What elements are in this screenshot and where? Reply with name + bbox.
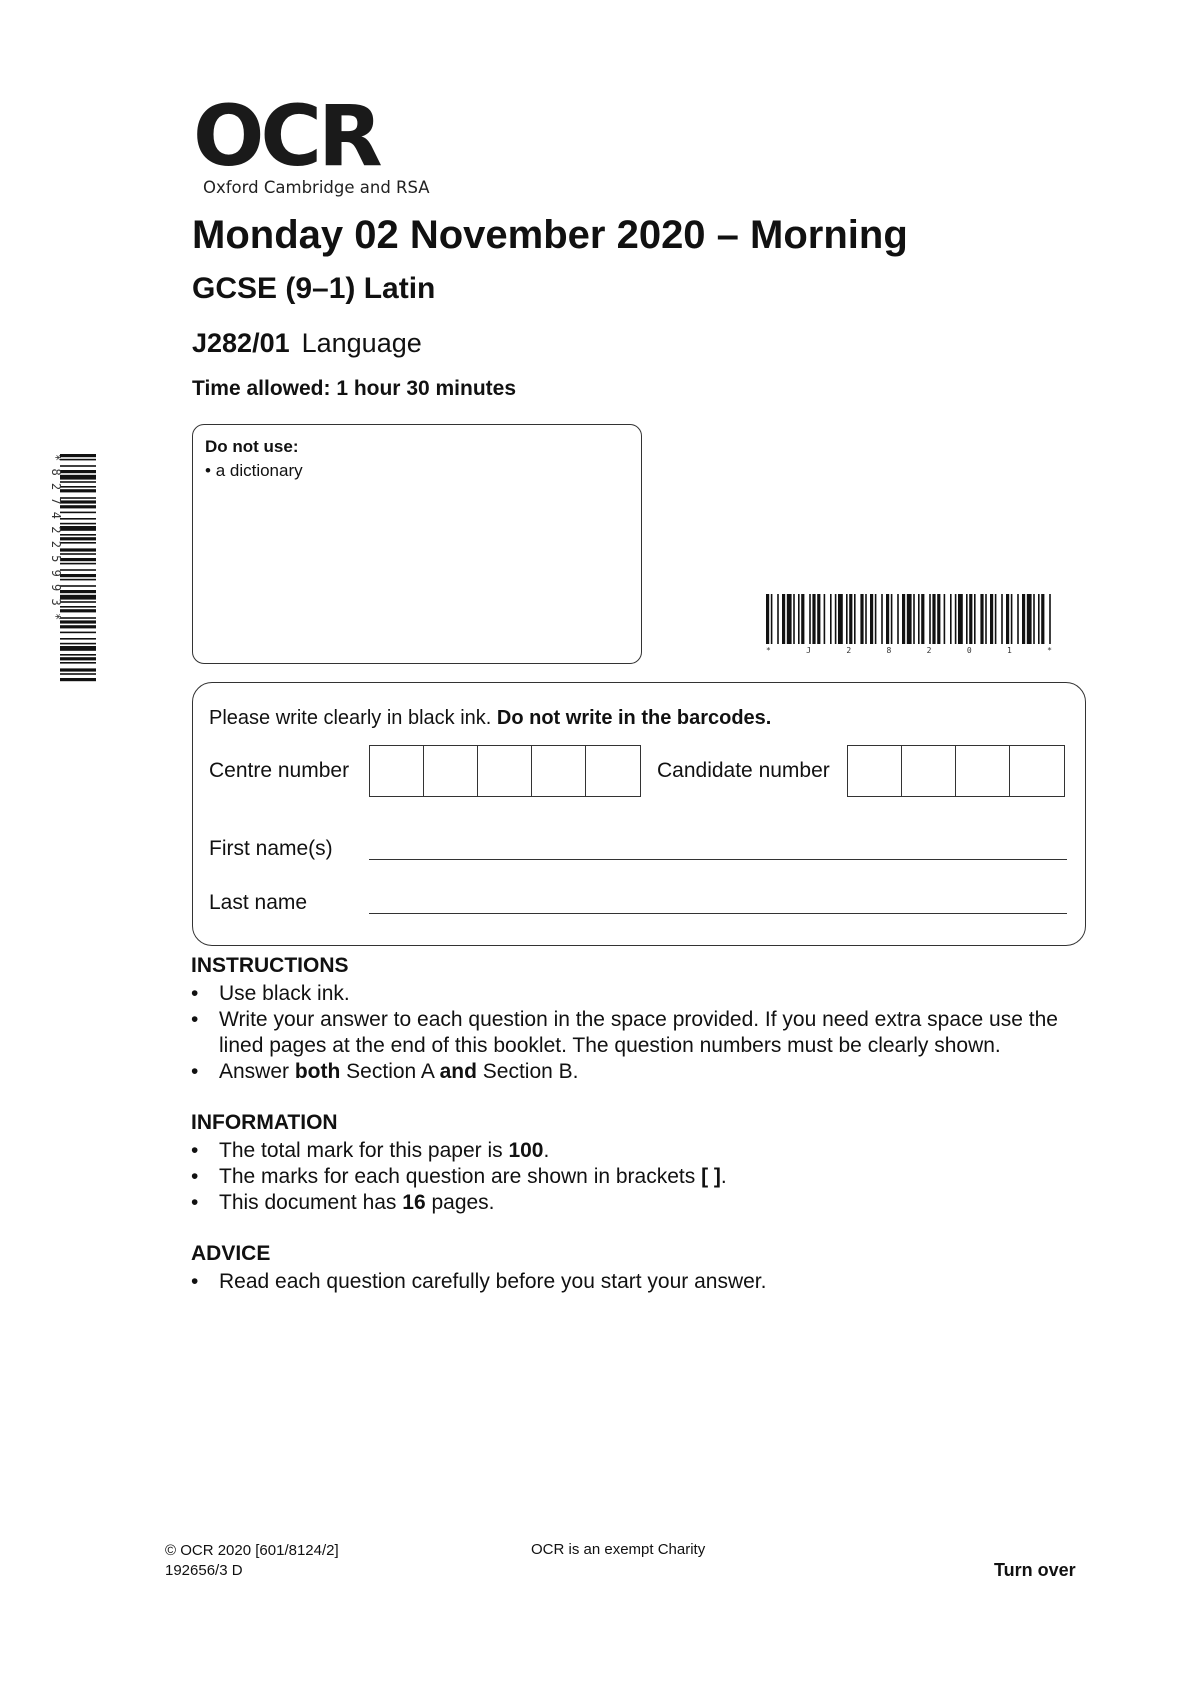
barcode-bar <box>60 500 96 503</box>
barcode-bar <box>937 594 940 644</box>
centre-number-boxes[interactable] <box>369 745 641 797</box>
time-allowed: Time allowed: 1 hour 30 minutes <box>192 377 517 400</box>
barcode-bar <box>60 470 96 473</box>
barcode-bar <box>787 594 792 644</box>
barcode-bar <box>1011 594 1013 644</box>
barcode-bar <box>60 606 96 608</box>
do-not-use-item: • a dictionary <box>205 461 303 480</box>
barcode-bar <box>60 595 96 600</box>
barcode-bar <box>921 594 924 644</box>
centre-number-cell[interactable] <box>478 746 532 796</box>
information-text: This document has <box>219 1191 403 1214</box>
instructions-text: Section B. <box>476 1060 579 1083</box>
instructions-bold: and <box>439 1060 477 1083</box>
instructions-section <box>191 954 1091 1085</box>
barcode-bar <box>766 594 769 644</box>
horizontal-barcode <box>764 594 1054 654</box>
barcode-bar <box>60 505 96 508</box>
barcode-bar <box>891 594 893 644</box>
logo-subtitle: Oxford Cambridge and RSA <box>203 178 430 197</box>
information-heading: INFORMATION <box>191 1111 338 1134</box>
barcode-bar <box>944 594 946 644</box>
barcode-bar <box>950 594 952 644</box>
barcode-bar <box>969 594 972 644</box>
barcode-bar <box>929 594 931 644</box>
horizontal-barcode-digits: * J 2 8 2 0 1 * <box>766 646 1052 654</box>
barcode-bar <box>60 579 96 581</box>
do-not-use-heading: Do not use: <box>205 437 299 456</box>
instructions-item <box>191 1059 1091 1085</box>
barcode-bar <box>60 489 96 492</box>
first-name-label: First name(s) <box>209 837 333 860</box>
barcode-bar <box>60 475 96 480</box>
information-text: . <box>543 1139 550 1162</box>
barcode-bar <box>60 454 96 457</box>
barcode-bar <box>830 594 832 644</box>
instructions-text: Answer <box>219 1060 295 1083</box>
footer-reference: 192656/3 D <box>165 1562 243 1579</box>
information-bold: 16 <box>402 1191 426 1214</box>
barcode-bar <box>897 594 899 644</box>
barcode-bar <box>860 594 863 644</box>
barcode-bar <box>995 594 997 644</box>
barcode-bar <box>1027 594 1032 644</box>
barcode-bar <box>60 585 96 587</box>
qualification-title: GCSE (9–1) Latin <box>192 272 436 305</box>
barcode-bar <box>60 574 96 577</box>
candidate-number-cell[interactable] <box>956 746 1010 796</box>
barcode-bar <box>60 617 96 619</box>
instructions-bold: both <box>294 1060 341 1083</box>
barcode-bar <box>793 594 795 644</box>
vertical-barcode-digits: * 8 2 7 4 2 2 5 9 9 3 * <box>49 454 63 621</box>
candidate-number-label: Candidate number <box>657 759 830 782</box>
barcode-bar <box>60 512 96 514</box>
barcode-bar <box>801 594 804 644</box>
candidate-instruction-plain: Please write clearly in black ink. <box>209 707 497 729</box>
barcode-bar <box>60 646 96 651</box>
ocr-logo <box>193 87 453 197</box>
barcode-bar <box>809 594 811 644</box>
information-bold: [ ] <box>701 1165 721 1188</box>
barcode-bar <box>60 465 96 467</box>
information-list <box>191 1138 1091 1216</box>
barcode-bar <box>60 569 96 571</box>
barcode-bar <box>60 542 96 544</box>
candidate-instruction <box>209 707 771 730</box>
barcode-bar <box>846 594 848 644</box>
barcode-bar <box>60 638 96 640</box>
barcode-bar <box>60 526 96 531</box>
candidate-instruction-bold: Do not write in the barcodes. <box>496 707 772 729</box>
instructions-list <box>191 981 1091 1085</box>
barcode-bar <box>60 678 96 681</box>
barcode-bar <box>1049 594 1051 644</box>
barcode-bar <box>798 594 800 644</box>
barcode-bar <box>60 657 96 660</box>
advice-section <box>191 1242 1091 1295</box>
information-text: . <box>720 1165 727 1188</box>
vertical-barcode-bars <box>60 454 96 681</box>
instructions-item: • Write your answer to each question in the space provided. If you need extra space use the lined pages at the end of this booklet. The question numbers must be clearly shown. <box>191 1007 1091 1059</box>
barcode-bar <box>865 594 867 644</box>
centre-number-cell[interactable] <box>586 746 640 796</box>
advice-heading: ADVICE <box>191 1242 271 1265</box>
candidate-number-cell[interactable] <box>902 746 956 796</box>
exam-date-title: Monday 02 November 2020 – Morning <box>192 213 908 257</box>
barcode-bar <box>955 594 957 644</box>
barcode-bar <box>817 594 820 644</box>
information-text: The total mark for this paper is <box>219 1139 509 1162</box>
barcode-bar <box>60 486 96 488</box>
barcode-bar <box>812 594 815 644</box>
advice-item: • Read each question carefully before you start your answer. <box>191 1269 1091 1295</box>
barcode-bar <box>902 594 905 644</box>
centre-number-cell[interactable] <box>370 746 424 796</box>
information-text: The marks for each question are shown in brackets <box>219 1165 702 1188</box>
barcode-bar <box>60 620 96 623</box>
barcode-bar <box>974 594 976 644</box>
barcode-bar <box>881 594 883 644</box>
barcode-bar <box>60 601 96 603</box>
advice-list <box>191 1269 1091 1295</box>
barcode-bar <box>60 548 96 551</box>
information-bold: 100 <box>508 1139 544 1162</box>
barcode-bar <box>60 558 96 561</box>
unit-code: J282/01 <box>192 328 290 358</box>
barcode-bar <box>1017 594 1019 644</box>
barcode-bar <box>60 625 96 628</box>
barcode-bar <box>60 609 96 612</box>
barcode-bar <box>60 643 96 645</box>
instructions-text: Section A <box>340 1060 440 1083</box>
unit-line <box>192 328 422 359</box>
barcode-bar <box>824 594 826 644</box>
barcode-bar <box>60 590 96 593</box>
barcode-bar <box>60 518 96 520</box>
barcode-bar <box>60 563 96 565</box>
barcode-bar <box>980 594 983 644</box>
turn-over-label: Turn over <box>994 1560 1076 1580</box>
barcode-bar <box>913 594 915 644</box>
barcode-bar <box>60 481 96 483</box>
barcode-bar <box>990 594 993 644</box>
barcode-bar <box>838 594 843 644</box>
instructions-item: • Use black ink. <box>191 981 1091 1007</box>
footer-copyright: © OCR 2020 [601/8124/2] <box>165 1542 339 1559</box>
unit-name: Language <box>301 328 422 358</box>
barcode-bar <box>60 523 96 525</box>
barcode-bar <box>60 673 96 675</box>
barcode-bar <box>958 594 963 644</box>
barcode-bar <box>1038 594 1040 644</box>
do-not-use-item-text: a dictionary <box>215 461 303 480</box>
candidate-number-cell[interactable] <box>1010 746 1064 796</box>
first-name-line[interactable] <box>369 859 1067 860</box>
centre-number-cell[interactable] <box>532 746 586 796</box>
logo-mark: OCR <box>193 87 379 185</box>
barcode-bar <box>60 497 96 499</box>
last-name-label: Last name <box>209 891 308 914</box>
barcode-bar <box>1006 594 1009 644</box>
barcode-bar <box>60 553 96 555</box>
candidate-number-boxes[interactable] <box>847 745 1065 797</box>
barcode-bar <box>886 594 889 644</box>
barcode-bar <box>60 632 96 634</box>
barcode-bar <box>835 594 837 644</box>
barcode-bar <box>849 594 852 644</box>
barcode-bar <box>1022 594 1025 644</box>
candidate-number-cell[interactable] <box>848 746 902 796</box>
barcode-bar <box>60 668 96 671</box>
barcode-bar <box>771 594 773 644</box>
last-name-line[interactable] <box>369 913 1067 914</box>
barcode-bar <box>918 594 920 644</box>
information-section <box>191 1111 1091 1216</box>
barcode-bar <box>870 594 873 644</box>
centre-number-label: Centre number <box>209 759 350 782</box>
footer-left <box>165 1541 339 1581</box>
horizontal-barcode-bars <box>766 594 1051 644</box>
barcode-bar <box>1041 594 1044 644</box>
barcode-bar <box>60 537 96 540</box>
information-item <box>191 1190 1091 1216</box>
barcode-bar <box>782 594 785 644</box>
barcode-bar <box>60 654 96 656</box>
barcode-bar <box>60 662 96 664</box>
instructions-heading: INSTRUCTIONS <box>191 954 349 977</box>
barcode-bar <box>777 594 779 644</box>
footer-charity: OCR is an exempt Charity <box>531 1541 706 1558</box>
centre-number-cell[interactable] <box>424 746 478 796</box>
candidate-details-box <box>192 682 1086 946</box>
barcode-bar <box>1001 594 1003 644</box>
vertical-barcode <box>46 452 98 682</box>
barcode-bar <box>875 594 877 644</box>
do-not-use-box <box>192 424 642 664</box>
barcode-bar <box>60 534 96 536</box>
barcode-bar <box>966 594 968 644</box>
information-item <box>191 1164 1091 1190</box>
barcode-bar <box>985 594 987 644</box>
barcode-bar <box>932 594 935 644</box>
barcode-bar <box>854 594 856 644</box>
barcode-bar <box>907 594 912 644</box>
barcode-bar <box>60 459 96 461</box>
information-text: pages. <box>425 1191 495 1214</box>
barcode-bar <box>1033 594 1035 644</box>
information-item <box>191 1138 1091 1164</box>
